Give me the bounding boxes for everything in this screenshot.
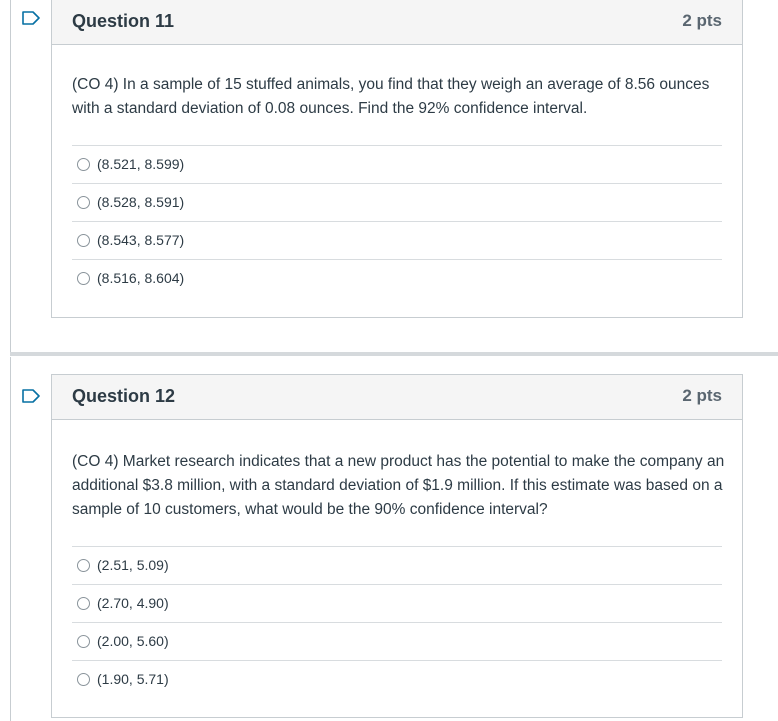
answer-label[interactable]: (8.543, 8.577) (97, 232, 185, 248)
answer-option[interactable] (72, 145, 722, 183)
question-points: 2 pts (682, 11, 722, 30)
question-11 (51, 0, 743, 318)
answer-label[interactable]: (8.521, 8.599) (97, 156, 185, 172)
radio-button[interactable] (77, 272, 90, 285)
question-12 (51, 374, 743, 718)
answer-label[interactable]: (2.51, 5.09) (97, 557, 169, 573)
question-points: 2 pts (682, 386, 722, 405)
answer-option[interactable] (72, 221, 722, 259)
answer-option[interactable] (72, 183, 722, 221)
answer-option[interactable] (72, 622, 722, 660)
question-header (52, 375, 742, 420)
answer-option[interactable] (72, 259, 722, 297)
radio-button[interactable] (77, 635, 90, 648)
answer-label[interactable]: (8.516, 8.604) (97, 270, 185, 286)
answer-list (72, 546, 722, 698)
answer-label[interactable]: (2.00, 5.60) (97, 633, 169, 649)
answer-label[interactable]: (1.90, 5.71) (97, 671, 169, 687)
answer-list (72, 145, 722, 297)
radio-button[interactable] (77, 597, 90, 610)
radio-button[interactable] (77, 673, 90, 686)
question-text: (CO 4) In a sample of 15 stuffed animals, you find that they weigh an average of 8.56 ounces with a standard deviation of 0.08 ounces. Find the 92% confidence interval. (72, 76, 710, 117)
question-title: Question 12 (72, 386, 176, 406)
bookmark-icon[interactable] (22, 11, 40, 25)
question-title: Question 11 (72, 11, 175, 31)
answer-option[interactable] (72, 546, 722, 584)
question-header (52, 0, 742, 45)
radio-button[interactable] (77, 234, 90, 247)
question-text: (CO 4) Market research indicates that a new product has the potential to make the company an additional $3.8 million, with a standard deviation of $1.9 million. If this estimate was based on a sample of 10 customers, what would be the 90% confidence interval? (72, 453, 725, 518)
radio-button[interactable] (77, 559, 90, 572)
answer-option[interactable] (72, 584, 722, 622)
answer-option[interactable] (72, 660, 722, 698)
radio-button[interactable] (77, 158, 90, 171)
bookmark-icon[interactable] (22, 389, 40, 403)
answer-label[interactable]: (2.70, 4.90) (97, 595, 169, 611)
radio-button[interactable] (77, 196, 90, 209)
answer-label[interactable]: (8.528, 8.591) (97, 194, 185, 210)
question-separator (10, 352, 778, 356)
